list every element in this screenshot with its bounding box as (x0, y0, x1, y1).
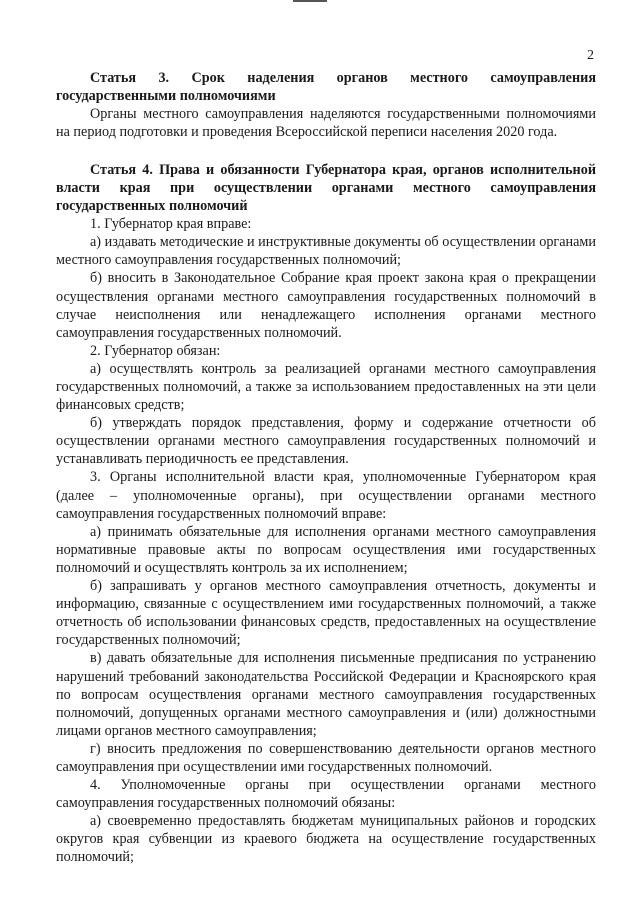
paragraph: 2. Губернатор обязан: (90, 342, 221, 359)
paragraph: б) вносить в Законодательное Собрание края проект закона края о прекращении осуществления органами местного самоуправления государственных полномочий в случае неисполнения или ненадлежащего исполнения органами местного самоуправления государственных полномочий. (56, 270, 596, 341)
article-heading: Статья 4. Права и обязанности Губернатора края, органов исполнительной власти края при осуществлении органами местного самоуправления государственных полномочий (56, 162, 596, 214)
page-number: 2 (587, 48, 594, 63)
article-3 (56, 70, 596, 141)
paragraph: а) осуществлять контроль за реализацией органами местного самоуправления государственных полномочий, а также за использованием предоставленных на эти цели финансовых средств; (56, 360, 596, 414)
paragraph: а) своевременно предоставлять бюджетам муниципальных районов и городских округов края субвенции из краевого бюджета на осуществление государственных полномочий; (56, 813, 596, 866)
paragraph: 1. Губернатор края вправе: (90, 216, 252, 233)
paragraph: а) принимать обязательные для исполнения органами местного самоуправления нормативные правовые акты по вопросам осуществления ими государственных полномочий и осуществлять контроль за их исполнением; (56, 523, 596, 576)
paragraph: г) вносить предложения по совершенствованию деятельности органов местного самоуправления при осуществлении ими государственных полномочий. (56, 740, 596, 775)
paragraph: а) издавать методические и инструктивные документы об осуществлении органами местного самоуправления государственных полномочий; (56, 234, 596, 269)
paragraph: 3. Органы исполнительной власти края, уполномоченные Губернатором края (далее – уполномоченные органы), при осуществлении органами местного самоуправления государственных полномочий вправе: (56, 469, 596, 522)
article-4 (56, 162, 596, 866)
paragraph: в) давать обязательные для исполнения письменные предписания по устранению нарушений требований законодательства Российской Федерации и Красноярского края по вопросам осуществления органами местного самоуправления государственных полномочий, допущенных органами местного самоуправления и (или) должностными лицами органов местного самоуправления; (56, 650, 596, 739)
paragraph: б) запрашивать у органов местного самоуправления отчетность, документы и информацию, связанные с осуществлением ими государственных полномочий, а также отчетность об использовании финансовых средств, предоставленных на осуществление государственных полномочий; (56, 578, 596, 649)
top-rule (293, 0, 327, 2)
paragraph: 4. Уполномоченные органы при осуществлении органами местного самоуправления государственных полномочий обязаны: (56, 777, 596, 812)
document-body (56, 70, 596, 867)
paragraph: б) утверждать порядок представления, форму и содержание отчетности об осуществлении органами местного самоуправления государственных полномочий и устанавливать периодичность ее представления. (56, 415, 596, 468)
article-heading: Статья 3. Срок наделения органов местного самоуправления государственными полномочиями (56, 70, 596, 104)
paragraph: Органы местного самоуправления наделяются государственными полномочиями на период подготовки и проведения Всероссийской переписи населения 2020 года. (56, 106, 596, 141)
